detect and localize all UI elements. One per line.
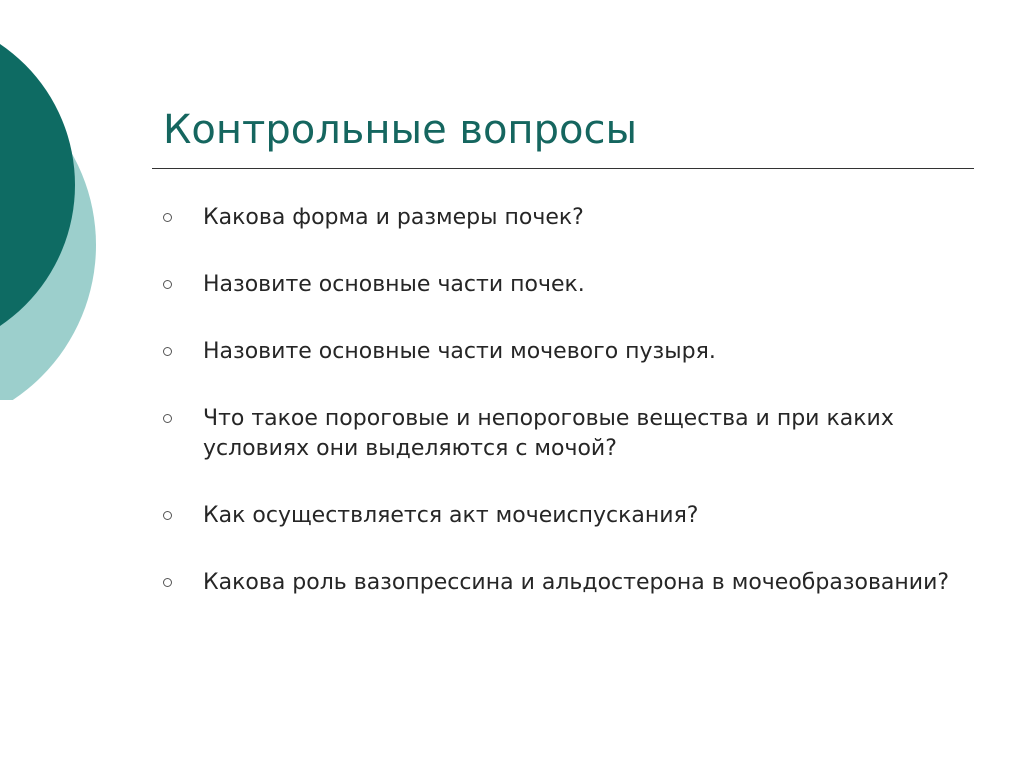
list-item-text: Что такое пороговые и непороговые вещества и при каких условиях они выделяются с мочой? [203,406,894,461]
list-item [163,501,963,531]
hollow-circle-icon [163,347,172,356]
list-item-text: Какова роль вазопрессина и альдостерона в мочеобразовании? [203,570,950,595]
question-list [163,203,963,598]
hollow-circle-icon [163,213,172,222]
list-item-text: Какова форма и размеры почек? [203,205,584,230]
list-item-text: Как осуществляется акт мочеиспускания? [203,503,699,528]
decorative-circles [0,0,140,400]
list-item [163,404,963,464]
hollow-circle-icon [163,280,172,289]
hollow-circle-icon [163,414,172,423]
list-item [163,568,963,598]
hollow-circle-icon [163,511,172,520]
list-item [163,337,963,367]
hollow-circle-icon [163,578,172,587]
slide-title: Контрольные вопросы [163,107,638,153]
list-item-text: Назовите основные части почек. [203,272,585,297]
list-item [163,270,963,300]
list-item-text: Назовите основные части мочевого пузыря. [203,339,716,364]
list-item [163,203,963,233]
title-divider [152,168,974,169]
